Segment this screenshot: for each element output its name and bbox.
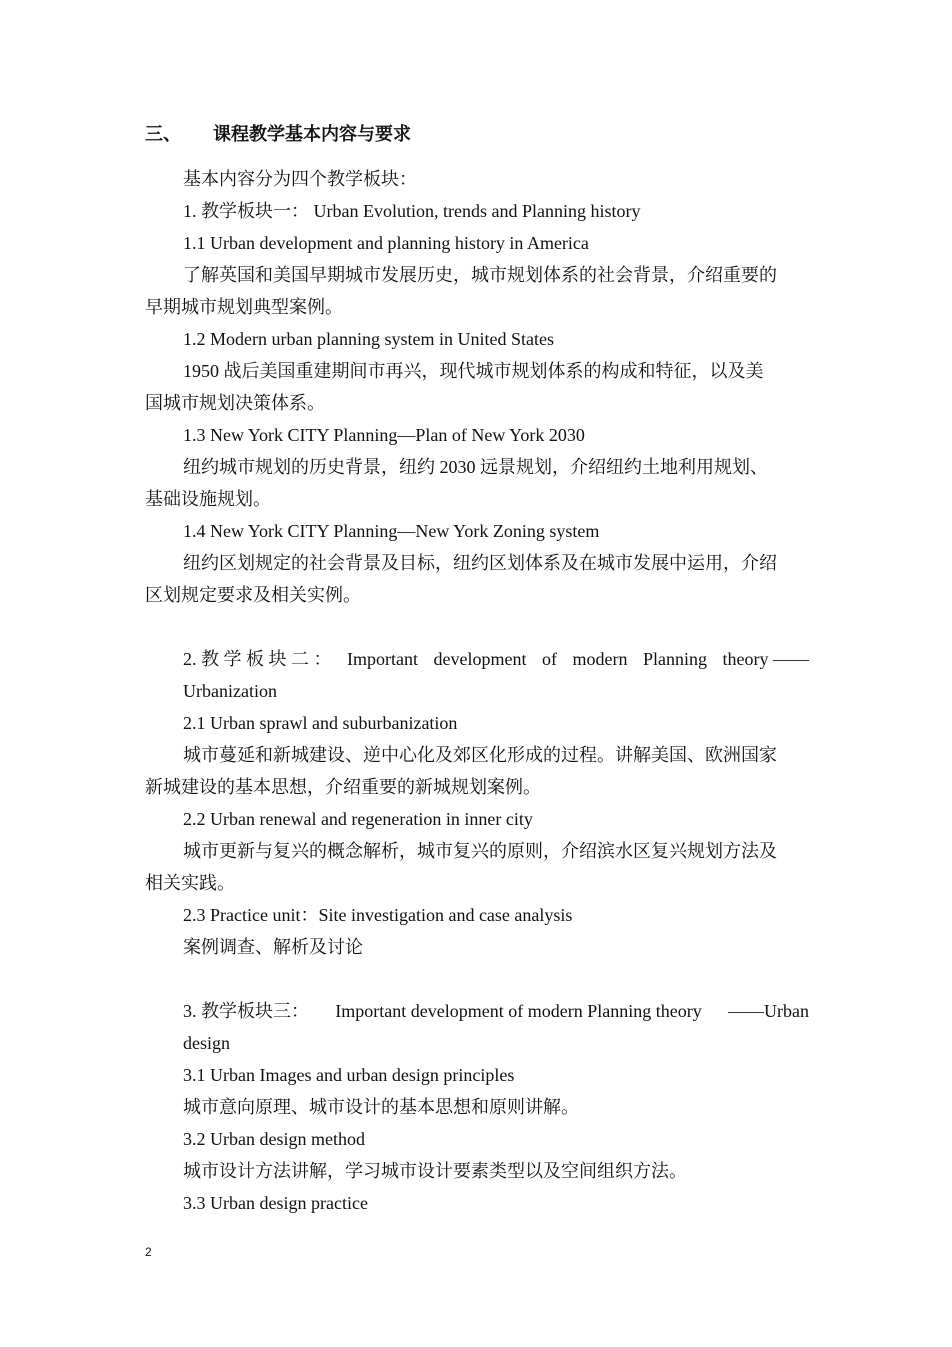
module1-s1-desc: 了解英国和美国早期城市发展历史，城市规划体系的社会背景，介绍重要的 — [183, 265, 777, 285]
module1-s2-desc-cont: 国城市规划决策体系。 — [145, 393, 325, 413]
module3-s1-desc: 城市意向原理、城市设计的基本思想和原则讲解。 — [183, 1097, 579, 1117]
module2-s3-title: 2.3 Practice unit：Site investigation and case analysis — [183, 905, 573, 925]
module1-s3-desc-cont: 基础设施规划。 — [145, 489, 271, 509]
module3-title-word: 3. 教学板块三： — [183, 1001, 309, 1021]
section-number: 三、 — [145, 124, 181, 144]
module3-s2-title: 3.2 Urban design method — [183, 1129, 365, 1149]
module2-s2-desc: 城市更新与复兴的概念解析，城市复兴的原则，介绍滨水区复兴规划方法及 — [183, 841, 777, 861]
module2-title-word: 2. 教 学 板 块 二 ： — [183, 649, 332, 669]
section-heading — [145, 122, 411, 146]
module2-s1-desc: 城市蔓延和新城建设、逆中心化及郊区化形成的过程。讲解美国、欧洲国家 — [183, 745, 777, 765]
module1-s4-desc-cont: 区划规定要求及相关实例。 — [145, 585, 361, 605]
module2-s2-desc-cont: 相关实践。 — [145, 873, 235, 893]
module3-title-cont: design — [183, 1033, 230, 1053]
module2-title-word: Important — [347, 649, 418, 669]
module2-s1-title: 2.1 Urban sprawl and suburbanization — [183, 713, 458, 733]
module2-title-cont: Urbanization — [183, 681, 277, 701]
section-title: 课程教学基本内容与要求 — [213, 124, 411, 144]
module3-s2-desc: 城市设计方法讲解，学习城市设计要素类型以及空间组织方法。 — [183, 1161, 687, 1181]
module3-title-word: Important development of modern Planning theory — [335, 1001, 702, 1021]
module3-s1-title: 3.1 Urban Images and urban design principles — [183, 1065, 515, 1085]
module2-s1-desc-cont: 新城建设的基本思想，介绍重要的新城规划案例。 — [145, 777, 541, 797]
module2-title-word: development — [433, 649, 527, 669]
module2-title-word: of — [541, 649, 557, 669]
module1-title: 1. 教学板块一： Urban Evolution, trends and Planning history — [183, 201, 641, 221]
module1-s4-title: 1.4 New York CITY Planning—New York Zoning system — [183, 521, 600, 541]
module1-s3-desc: 纽约城市规划的历史背景，纽约 2030 远景规划，介绍纽约土地利用规划、 — [183, 457, 768, 477]
module1-s2-title: 1.2 Modern urban planning system in United States — [183, 329, 554, 349]
intro-text: 基本内容分为四个教学板块： — [183, 169, 417, 189]
module1-s1-title: 1.1 Urban development and planning history in America — [183, 233, 589, 253]
module2-title-word: Planning — [642, 649, 707, 669]
module3-title-word: ——Urban — [728, 1001, 809, 1021]
page-number: 2 — [145, 1245, 152, 1259]
module3-s3-title: 3.3 Urban design practice — [183, 1193, 368, 1213]
module1-s4-desc: 纽约区划规定的社会背景及目标，纽约区划体系及在城市发展中运用，介绍 — [183, 553, 777, 573]
module2-s3-desc: 案例调查、解析及讨论 — [183, 937, 363, 957]
module1-s2-desc: 1950 战后美国重建期间市再兴，现代城市规划体系的构成和特征，以及美 — [183, 361, 764, 381]
module3-title — [183, 999, 809, 1023]
module2-s2-title: 2.2 Urban renewal and regeneration in inner city — [183, 809, 533, 829]
module2-title — [183, 647, 809, 671]
module2-title-word: theory —— — [722, 649, 809, 669]
module1-s3-title: 1.3 New York CITY Planning—Plan of New York 2030 — [183, 425, 585, 445]
module1-s1-desc-cont: 早期城市规划典型案例。 — [145, 297, 343, 317]
module2-title-word: modern — [572, 649, 628, 669]
